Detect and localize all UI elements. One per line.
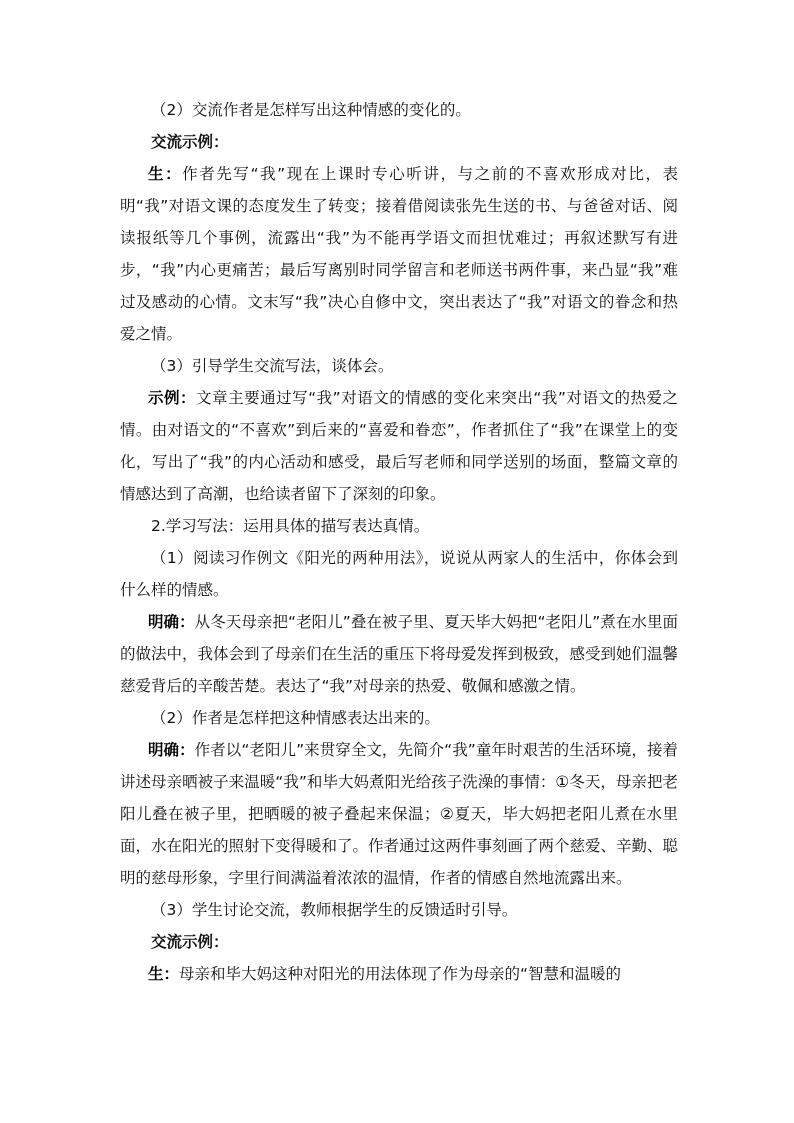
clarification-label-1: 明确： (148, 613, 195, 631)
student-answer-text: 作者先写“我”现在上课时专心听讲，与之前的不喜欢形成对比，表明“我”对语文课的态度发生了转变；接着借阅读张先生送的书、与爸爸对话、阅读报纸等几个事例，流露出“我”为不能再学语文而担忧难过；再叙述默写有进步，“我”内心更痛苦；最后写离别时同学留言和老师送书两件事，来凸显“我”难过及感动的心情。文末写“我”决心自修中文，突出表达了“我”对语文的眷念和热爱之情。 (120, 165, 678, 343)
section-2-heading: 2.学习写法：运用具体的描写表达真情。 (151, 517, 430, 535)
document-page (120, 94, 678, 990)
student-answer-paragraph (120, 158, 678, 350)
student-label-2: 生： (148, 965, 180, 983)
paragraph-question-3: （3）引导学生交流写法，谈体会。 (151, 357, 394, 375)
exchange-example-heading: 交流示例： (151, 133, 229, 151)
clarification-label-2: 明确： (148, 741, 195, 759)
clarification-paragraph-1 (120, 606, 678, 702)
example-paragraph (120, 382, 678, 510)
example-text: 文章主要通过写“我”对语文的情感的变化来突出“我”对语文的热爱之情。由对语文的“不喜欢”到后来的“喜爱和眷恋”，作者抓住了“我”在课堂上的变化，写出了“我”的内心活动和感受，最后写老师和同学送别的场面，整篇文章的情感达到了高潮，也给读者留下了深刻的印象。 (120, 389, 678, 503)
reading-question-3: （3）学生讨论交流，教师根据学生的反馈适时引导。 (151, 901, 518, 919)
exchange-example-heading-2: 交流示例： (151, 933, 229, 951)
example-label: 示例： (148, 389, 197, 407)
clarification-paragraph-2 (120, 734, 678, 894)
clarification-text-1: 从冬天母亲把“老阳儿”叠在被子里、夏天毕大妈把“老阳儿”煮在水里面的做法中，我体会到了母亲们在生活的重压下将母爱发挥到极致，感受到她们温馨慈爱背后的辛酸苦楚。表达了“我”对母亲的热爱、敬佩和感激之情。 (120, 613, 679, 695)
student-answer-text-2: 母亲和毕大妈这种对阳光的用法体现了作为母亲的“智慧和温暖的 (179, 965, 622, 983)
paragraph-question-2: （2）交流作者是怎样写出这种情感的变化的。 (151, 101, 471, 119)
reading-question-1: （1）阅读习作例文《阳光的两种用法》，说说从两家人的生活中，你体会到什么样的情感。 (120, 549, 678, 599)
student-answer-paragraph-2 (120, 958, 678, 990)
student-label: 生： (148, 165, 183, 183)
reading-question-2: （2）作者是怎样把这种情感表达出来的。 (151, 709, 440, 727)
clarification-text-2: 作者以“老阳儿”来贯穿全文，先简介“我”童年时艰苦的生活环境，接着讲述母亲晒被子来温暖“我”和毕大妈煮阳光给孩子洗澡的事情：①冬天，母亲把老阳儿叠在被子里，把晒暖的被子叠起来保温；②夏天，毕大妈把老阳儿煮在水里面，水在阳光的照射下变得暖和了。作者通过这两件事刻画了两个慈爱、辛勤、聪明的慈母形象，字里行间满溢着浓浓的温情，作者的情感自然地流露出来。 (120, 741, 679, 887)
